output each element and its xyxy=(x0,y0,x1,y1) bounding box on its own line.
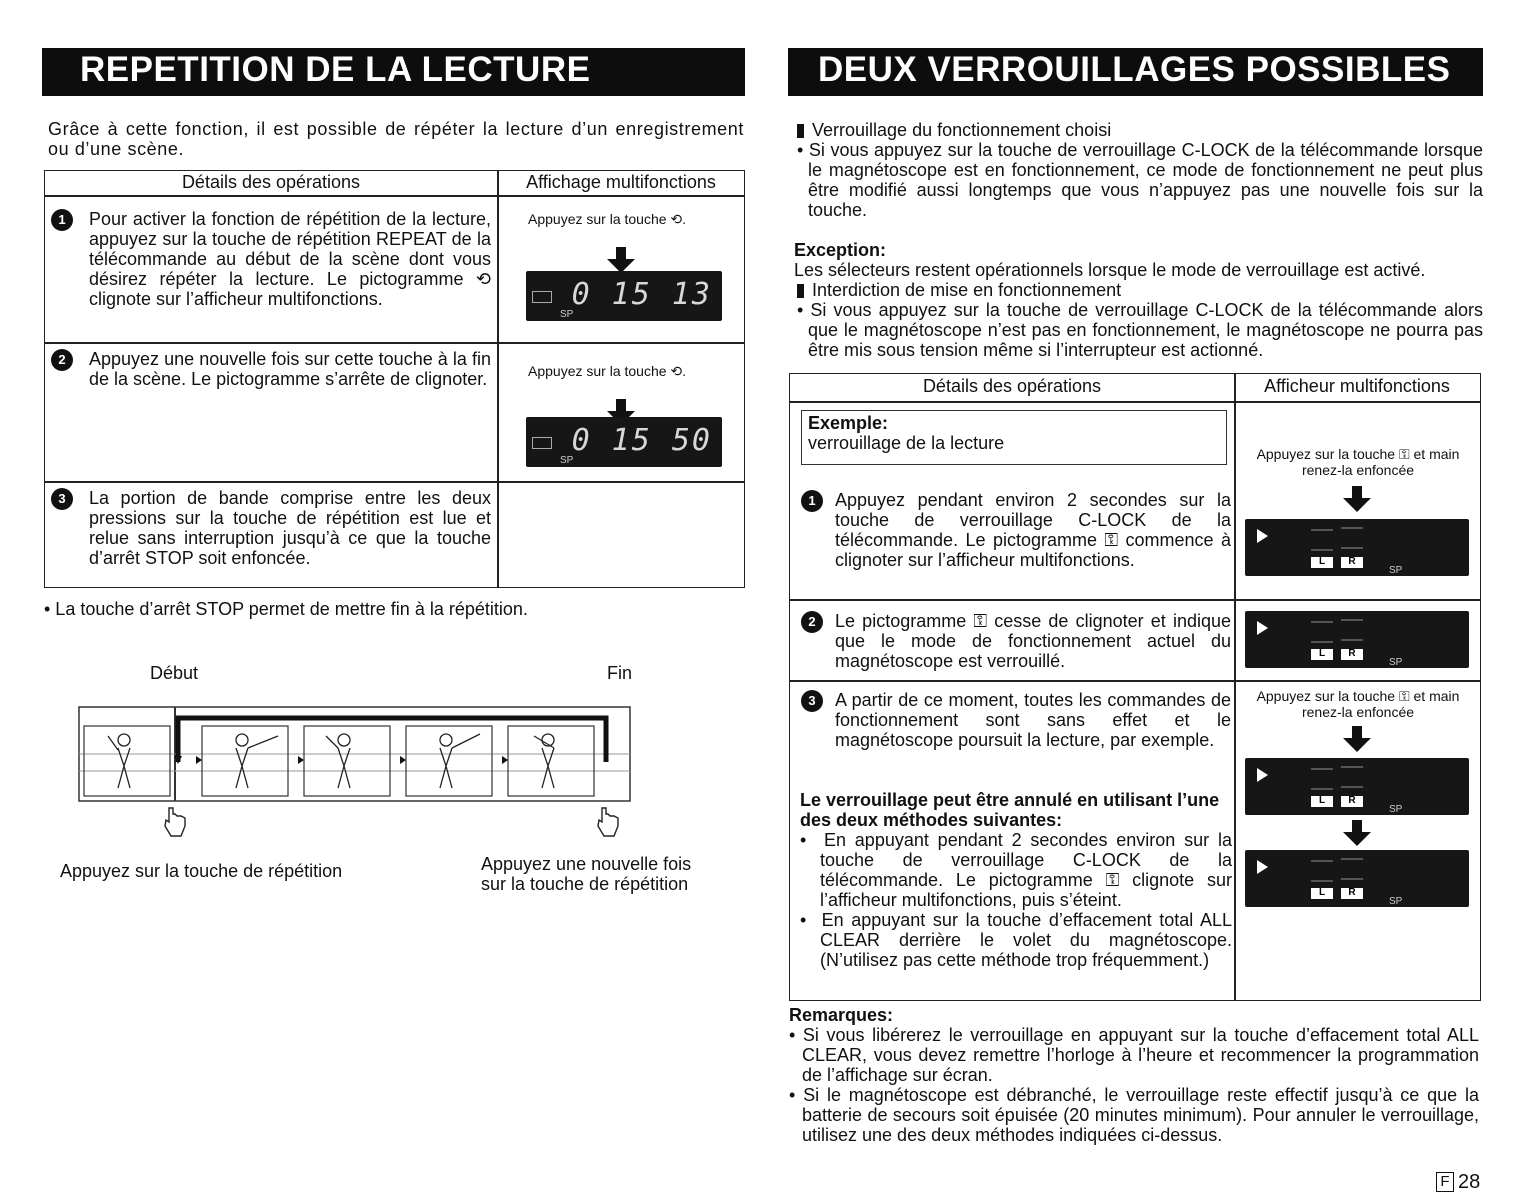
cancel-method-2: • En appuyant sur la touche d’effacement total ALL CLEAR derrière le volet du magnétoscope. (N’utilisez pas cette méthode trop fréquemment.) xyxy=(800,910,1232,970)
cancel-methods-title: Le verrouillage peut être annulé en utilisant l’une des deux méthodes suivantes: xyxy=(800,790,1220,830)
cancel-method-1: • En appuyant pendant 2 secondes environ sur la touche de verrouillage C-LOCK de la télécommande. Le pictogramme ⚿ clignote sur l’afficheur multifonctions, puis s’éteint. xyxy=(800,830,1232,910)
repeat-step-2-text: Appuyez une nouvelle fois sur cette touche à la fin de la scène. Le pictogramme s’arrête de clignoter. xyxy=(89,349,491,389)
lock-lcd-3 xyxy=(1245,758,1469,815)
lcd-4-channel-left: L xyxy=(1311,888,1333,899)
lcd-3-channel-right: R xyxy=(1341,796,1363,807)
lock-step-2-number: 2 xyxy=(801,611,823,633)
lcd-2-mode: SP xyxy=(1389,657,1403,668)
down-arrow-icon xyxy=(1343,832,1371,846)
diagram-start-label: Début xyxy=(150,663,199,683)
lock-step-2-text: Le pictogramme ⚿ cesse de clignoter et indique que le mode de fonctionnement actuel du magnétoscope est verrouillé. xyxy=(835,611,1231,671)
lock-section-2-text: • Si vous appuyez sur la touche de verrouillage C-LOCK de la télécommande alors que le magnétoscope n’est pas en fonctionnement, le magnétoscope ne pourra pas être mis sous tension même si l’interrupteur est actionné. xyxy=(797,300,1483,360)
lock-table-header-display: Afficheur multifonctions xyxy=(1264,376,1450,396)
lock-step-1-number: 1 xyxy=(801,490,823,512)
repeat-operations-table xyxy=(44,170,745,588)
remark-1: • Si vous libérerez le verrouillage en appuyant sur la touche d’effacement total ALL CLEAR, vous devez remettre l’horloge à l’heure et recommencer la programmation de l’affichage sur écran. xyxy=(789,1025,1479,1085)
repeat-step-2-caption: Appuyez sur la touche ⟲. xyxy=(528,363,687,379)
play-icon xyxy=(1257,529,1268,543)
tape-repeat-diagram xyxy=(78,706,631,802)
remarks-title: Remarques: xyxy=(789,1005,894,1025)
lock-section-1-title: Verrouillage du fonctionnement choisi xyxy=(797,120,1483,140)
lcd-display-1 xyxy=(526,271,722,321)
step-2-number: 2 xyxy=(51,349,73,371)
lcd-1-counter: 0 15 13 xyxy=(571,277,712,312)
lock-operations-table xyxy=(789,373,1481,1001)
step-3-number: 3 xyxy=(51,488,73,510)
page-number xyxy=(1436,1172,1480,1192)
cancel-methods-list xyxy=(800,830,1232,970)
lock-section-1-text: • Si vous appuyez sur la touche de verrouillage C-LOCK de la télécommande lorsque le magnétoscope est en fonctionnement, ce mode de fonctionnement ne peut plus être modifié aussi longtemps que vous n’appuyez pas une nouvelle fois sur la touche. xyxy=(797,140,1483,220)
diagram-caption-end-line2: sur la touche de répétition xyxy=(481,874,689,894)
right-section-title: DEUX VERROUILLAGES POSSIBLES xyxy=(788,48,1483,96)
lock-section-1 xyxy=(797,120,1483,220)
lock-section-2 xyxy=(797,280,1483,360)
lock-lcd-1 xyxy=(1245,519,1469,576)
repeat-step-1-text: Pour activer la fonction de répétition de la lecture, appuyez sur la touche de répétition REPEAT de la télécommande au début de la scène dont vous désirez répéter la lecture. Le pictogramme ⟲ clignote sur l’afficheur multifonctions. xyxy=(89,209,491,309)
lcd-1-mode: SP xyxy=(560,309,574,320)
lcd-2-mode: SP xyxy=(560,455,574,466)
lcd-3-mode: SP xyxy=(1389,804,1403,815)
repeat-indicator-icon xyxy=(532,291,552,303)
down-arrow-icon xyxy=(1343,738,1371,752)
exception-title: Exception: xyxy=(794,240,887,260)
repeat-table-header-details: Détails des opérations xyxy=(181,172,361,192)
lock-display-caption-1: Appuyez sur la touche ⚿ et main renez-la enfoncée xyxy=(1256,446,1460,478)
exception-text: Les sélecteurs restent opérationnels lorsque le mode de verrouillage est activé. xyxy=(794,260,1426,280)
lock-step-3-text: A partir de ce moment, toutes les commandes de fonctionnement sont sans effet et le magnétoscope poursuit la lecture, par exemple. xyxy=(835,690,1231,750)
page-number-value: 28 xyxy=(1458,1171,1481,1193)
lcd-display-2 xyxy=(526,417,722,467)
lcd-2-channel-left: L xyxy=(1311,649,1333,660)
lock-step-1-text: Appuyez pendant environ 2 secondes sur la touche de verrouillage C-LOCK de la télécommande. Le pictogramme ⚿ commence à clignoter sur l’afficheur multifonctions. xyxy=(835,490,1231,570)
repeat-table-header-display: Affichage multifonctions xyxy=(526,172,716,192)
left-section-title: REPETITION DE LA LECTURE xyxy=(42,48,745,96)
lock-display-caption-3: Appuyez sur la touche ⚿ et main renez-la enfoncée xyxy=(1256,688,1460,720)
diagram-caption-start: Appuyez sur la touche de répétition xyxy=(60,861,343,881)
lcd-2-channel-right: R xyxy=(1341,649,1363,660)
diagram-caption-end-line1: Appuyez une nouvelle fois xyxy=(481,854,692,874)
lcd-4-mode: SP xyxy=(1389,896,1403,907)
repeat-stop-note: • La touche d’arrêt STOP permet de mettre fin à la répétition. xyxy=(44,599,528,619)
example-title: Exemple: xyxy=(808,413,889,433)
play-icon xyxy=(1257,860,1268,874)
repeat-indicator-icon xyxy=(532,437,552,449)
down-arrow-icon xyxy=(1343,498,1371,512)
repeat-step-3-text: La portion de bande comprise entre les deux pressions sur la touche de répétition est lue et relue sans interruption jusqu’à ce que la touche d’arrêt STOP soit enfoncée. xyxy=(89,488,491,568)
play-icon xyxy=(1257,768,1268,782)
lock-lcd-4 xyxy=(1245,850,1469,907)
lcd-1-channel-right: R xyxy=(1341,557,1363,568)
example-box xyxy=(801,410,1227,465)
remark-2: • Si le magnétoscope est débranché, le verrouillage reste effectif jusqu’à ce que la batterie de secours soit épuisée (20 minutes minimum). Pour annuler le verrouillage, utilisez une des deux méthodes indiquées ci-dessus. xyxy=(789,1085,1479,1145)
lcd-2-counter: 0 15 50 xyxy=(571,423,712,458)
step-1-number: 1 xyxy=(51,209,73,231)
play-icon xyxy=(1257,621,1268,635)
lcd-3-channel-left: L xyxy=(1311,796,1333,807)
repeat-step-1-caption: Appuyez sur la touche ⟲. xyxy=(528,211,687,227)
example-text: verrouillage de la lecture xyxy=(808,433,1005,453)
lock-table-header-details: Détails des opérations xyxy=(922,376,1102,396)
lock-step-3-number: 3 xyxy=(801,690,823,712)
page-letter: F xyxy=(1436,1172,1454,1192)
lock-lcd-2 xyxy=(1245,611,1469,668)
pointing-hand-icon xyxy=(163,806,187,838)
pointing-hand-icon xyxy=(596,806,620,838)
left-intro: Grâce à cette fonction, il est possible de répéter la lecture d’un enregistrement ou d’une scène. xyxy=(48,119,744,159)
lcd-1-mode: SP xyxy=(1389,565,1403,576)
diagram-end-label: Fin xyxy=(607,663,633,683)
lcd-1-channel-left: L xyxy=(1311,557,1333,568)
remarks-list xyxy=(789,1025,1479,1145)
lock-section-2-title: Interdiction de mise en fonctionnement xyxy=(797,280,1483,300)
lcd-4-channel-right: R xyxy=(1341,888,1363,899)
